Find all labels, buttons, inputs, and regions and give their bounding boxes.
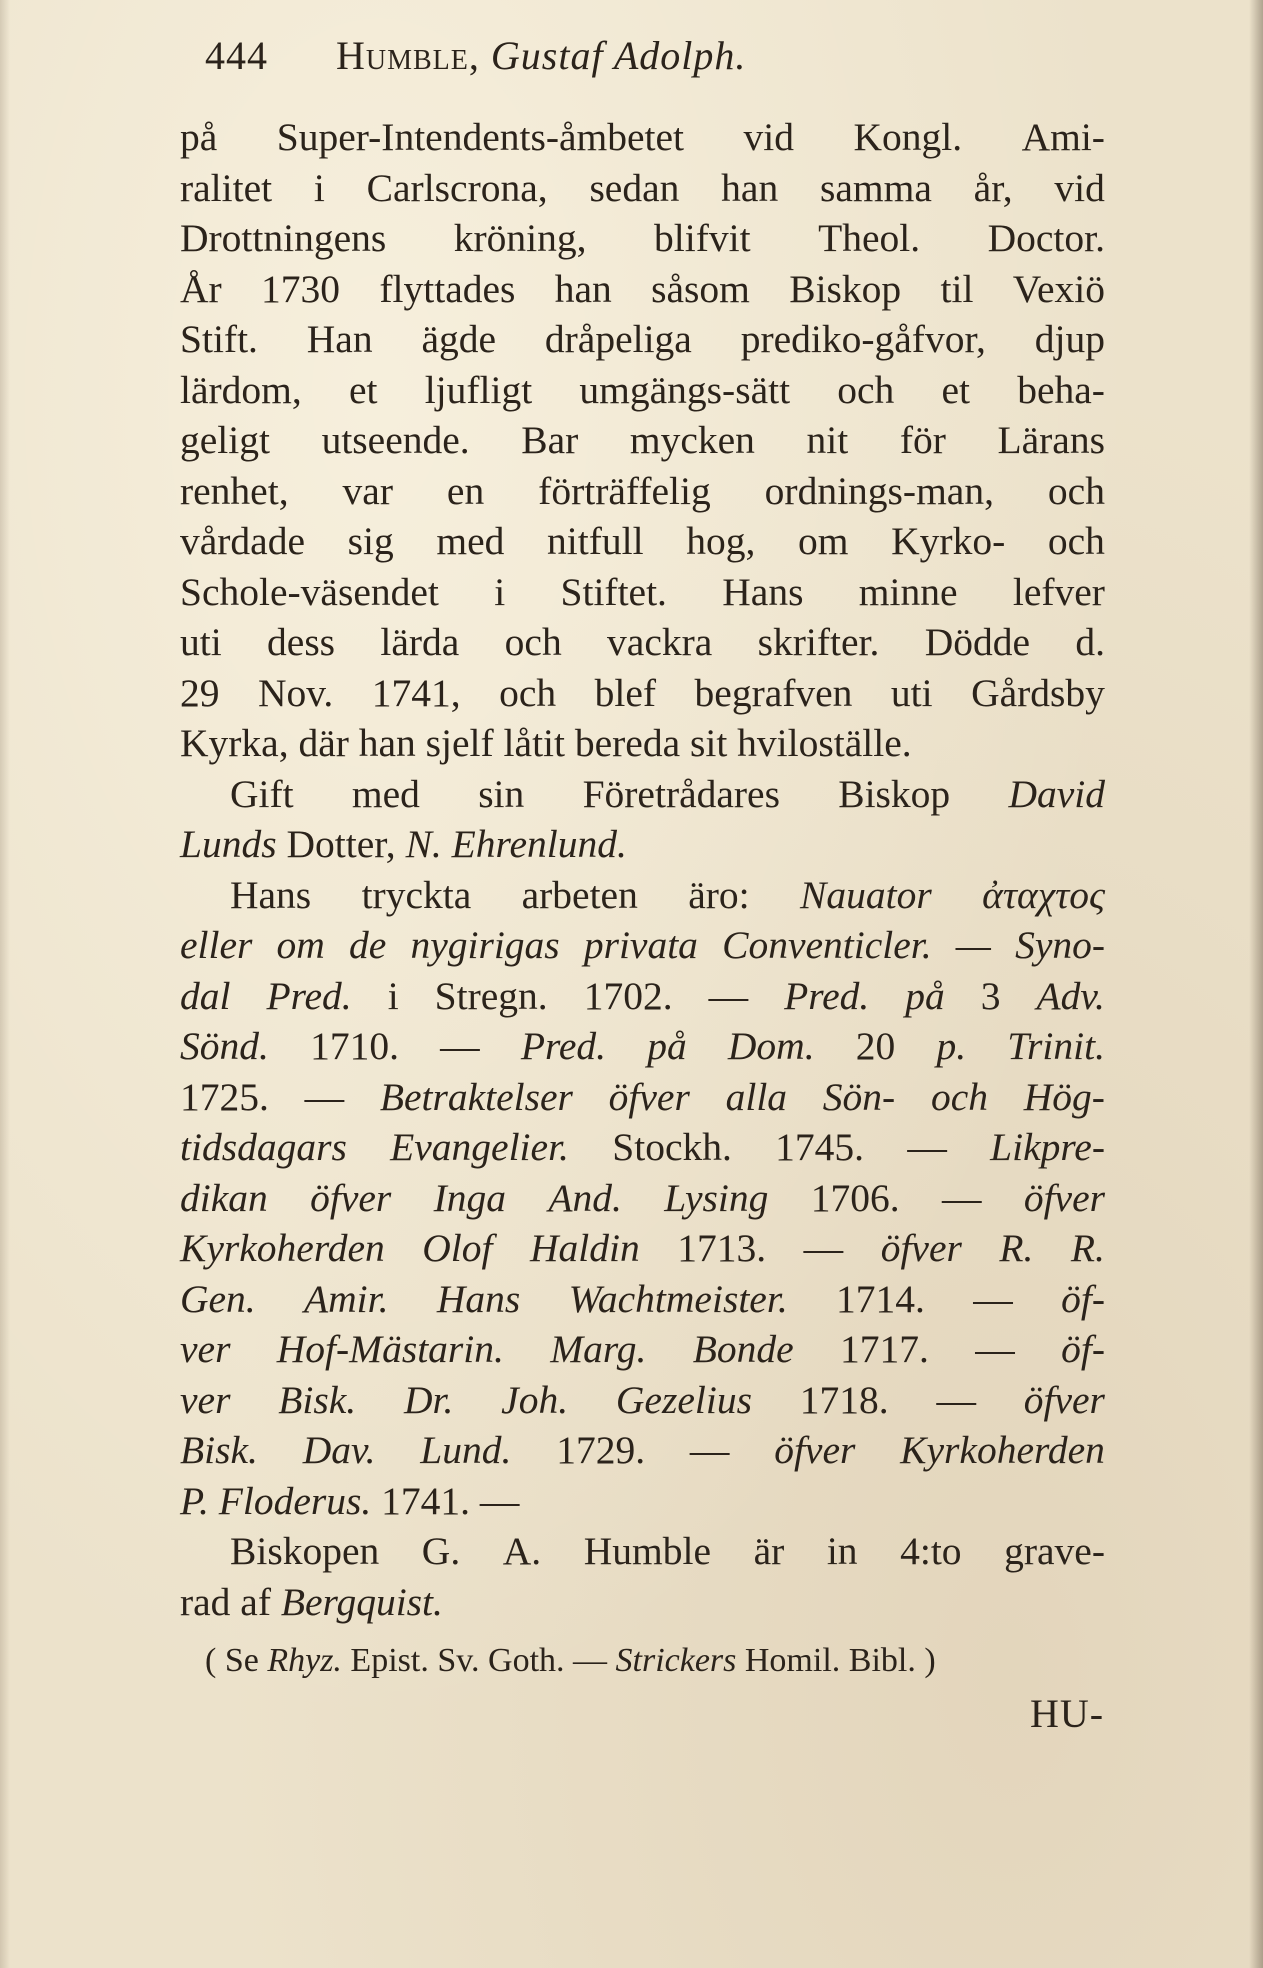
word: 1725. — [180, 1074, 269, 1119]
word: 1713. — [677, 1226, 767, 1270]
word: Företrådares — [582, 771, 780, 816]
page-gutter-shadow — [0, 0, 10, 1968]
text-run: Lunds — [180, 822, 277, 866]
word: — — [708, 973, 749, 1018]
word: lärda — [380, 620, 460, 664]
word: ägde — [421, 317, 497, 361]
word: förträffelig — [538, 468, 711, 513]
text-run: rad af — [180, 1579, 281, 1624]
word: Bisk. — [278, 1377, 357, 1422]
word: Lärans — [997, 418, 1105, 462]
word: 3 — [980, 973, 1001, 1018]
footnote-run: Strickers — [615, 1642, 737, 1679]
text-run: Kyrka, där han sjelf låtit bereda sit hviloställe. — [180, 721, 912, 765]
text-run: P. Floderus. — [180, 1478, 372, 1523]
word: ordnings-man, — [764, 468, 994, 513]
word: Hög- — [1023, 1074, 1105, 1119]
word: i — [313, 165, 325, 210]
word: i — [494, 569, 506, 614]
word: et — [348, 367, 378, 412]
text-line — [180, 920, 1105, 971]
text-line — [180, 718, 1105, 769]
word: Sön- — [822, 1074, 896, 1119]
word: Nov. — [257, 670, 334, 715]
word: Nauator — [800, 872, 932, 917]
word: på — [180, 115, 218, 159]
word: — — [936, 1377, 976, 1422]
word: geligt — [180, 418, 270, 462]
word: R. — [1070, 1226, 1105, 1270]
word: djup — [1034, 317, 1105, 361]
text-line — [180, 112, 1105, 163]
word: beha- — [1017, 367, 1105, 412]
word: 1729. — [556, 1428, 646, 1472]
text-line — [180, 1425, 1105, 1476]
word: Super-Intendents-åmbetet — [276, 115, 685, 159]
word: Drottningens — [180, 216, 387, 260]
word: 1714. — [836, 1276, 925, 1321]
word: begrafven — [694, 670, 853, 715]
word: Joh. — [501, 1377, 569, 1422]
word: och — [837, 367, 895, 412]
word: — — [803, 1226, 844, 1270]
word: i — [387, 973, 399, 1018]
word: — — [440, 1024, 480, 1068]
word: Biskopen — [230, 1529, 380, 1573]
word: nitfull — [547, 519, 644, 563]
word: dikan — [180, 1175, 268, 1220]
word: prediko-gåfvor, — [740, 317, 986, 361]
word: Hans — [230, 872, 312, 917]
word: Stregn. — [434, 973, 548, 1018]
word: sin — [478, 771, 525, 816]
word: 1706. — [810, 1175, 900, 1220]
word: Olof — [422, 1226, 493, 1270]
text-line — [180, 1476, 1105, 1527]
word: han — [554, 266, 612, 311]
word: Pred. — [520, 1024, 607, 1068]
text-run: Dotter, — [276, 822, 406, 866]
footnote-reference — [205, 1642, 1110, 1680]
word: — — [973, 1276, 1013, 1321]
word: Doctor. — [987, 216, 1105, 260]
running-header — [205, 32, 1105, 92]
word: Ami- — [1021, 115, 1105, 159]
word: blef — [594, 670, 657, 715]
word: eller — [180, 923, 253, 967]
text-line — [180, 769, 1105, 820]
word: Inga — [433, 1175, 507, 1220]
word: flyttades — [379, 266, 516, 311]
word: skrifter. — [757, 620, 880, 664]
word: Gezelius — [615, 1377, 752, 1422]
text-line — [180, 1223, 1105, 1274]
word: såsom — [651, 266, 750, 311]
word: sedan — [589, 165, 680, 210]
word: d. — [1075, 620, 1105, 664]
word: Bisk. — [180, 1428, 258, 1472]
word: och — [504, 620, 562, 664]
text-line — [180, 1526, 1105, 1577]
word: — — [975, 1327, 1015, 1371]
word: David — [1008, 771, 1105, 816]
word: grave- — [1004, 1529, 1105, 1573]
word: för — [899, 418, 946, 462]
text-line — [180, 1577, 1105, 1628]
page-number: 444 — [205, 33, 268, 78]
catchword: HU- — [1030, 1691, 1105, 1736]
text-line — [180, 567, 1105, 618]
word: Amir. — [304, 1276, 389, 1321]
word: öfver — [608, 1074, 690, 1119]
word: Dom. — [727, 1024, 815, 1068]
page-edge-shadow — [1249, 0, 1263, 1968]
word: och — [499, 670, 557, 715]
word: på — [905, 973, 945, 1018]
word: Stift. — [180, 317, 258, 361]
word: tidsdagars — [180, 1125, 347, 1169]
text-line — [180, 264, 1105, 315]
word: R. — [999, 1226, 1034, 1270]
word: Dav. — [302, 1428, 376, 1472]
word: ἀταχτος — [982, 872, 1105, 917]
word: öfver — [1023, 1175, 1105, 1220]
word: ver — [180, 1377, 231, 1422]
word: Marg. — [550, 1327, 647, 1371]
word: Hans — [436, 1276, 521, 1321]
word: Stockh. — [612, 1125, 732, 1169]
word: och — [1047, 519, 1105, 563]
word: mycken — [629, 418, 755, 462]
word: år, — [973, 165, 1013, 210]
text-line — [180, 1072, 1105, 1123]
word: blifvit — [654, 216, 751, 260]
word: Hans — [722, 569, 804, 614]
footnote-run: Homil. Bibl. ) — [736, 1642, 936, 1679]
word: et — [941, 367, 971, 412]
word: Han — [306, 317, 373, 361]
word: Trinit. — [1007, 1024, 1105, 1068]
text-line — [180, 1375, 1105, 1426]
word: och — [930, 1074, 988, 1119]
body-text — [180, 112, 1105, 1627]
word: nygirigas — [410, 923, 560, 967]
word: lärdom, — [180, 367, 302, 412]
word: Sönd. — [180, 1024, 269, 1068]
word: Kyrkoherden — [900, 1428, 1105, 1472]
word: öfver — [880, 1226, 962, 1270]
word: til — [940, 266, 974, 311]
word: han — [721, 165, 779, 210]
word: 20 — [855, 1024, 896, 1068]
text-line — [180, 314, 1105, 365]
word: ralitet — [180, 165, 273, 210]
word: kröning, — [453, 216, 587, 260]
text-line — [180, 1122, 1105, 1173]
word: Conventicler. — [722, 923, 932, 967]
text-line — [180, 1173, 1105, 1224]
word: minne — [858, 569, 958, 614]
word: en — [446, 468, 485, 513]
word: Adv. — [1036, 973, 1105, 1018]
word: öfver — [774, 1428, 856, 1472]
word: var — [342, 468, 393, 513]
word: Lund. — [420, 1428, 512, 1472]
word: på — [647, 1024, 687, 1068]
word: And. — [548, 1175, 622, 1220]
word: hog, — [686, 519, 756, 563]
word: vårdade — [180, 519, 305, 563]
word: Likpre- — [990, 1125, 1105, 1169]
word: Biskop — [838, 771, 951, 816]
word: om — [276, 923, 325, 967]
word: om — [798, 519, 849, 563]
word: renhet, — [180, 468, 289, 513]
word: 1702. — [583, 973, 673, 1018]
footnote-run: ( Se — [205, 1642, 268, 1679]
word: öf- — [1061, 1327, 1105, 1371]
word: och — [1047, 468, 1105, 513]
word: Pred. — [266, 973, 352, 1018]
text-line — [180, 365, 1105, 416]
word: År — [180, 266, 222, 311]
word: Wachtmeister. — [568, 1276, 788, 1321]
word: 1718. — [799, 1377, 889, 1422]
word: Stiftet. — [560, 569, 667, 614]
text-line — [180, 516, 1105, 567]
text-line — [180, 1324, 1105, 1375]
word: öfver — [1023, 1377, 1105, 1422]
word: Biskop — [789, 266, 902, 311]
word: Kyrkoherden — [180, 1226, 385, 1270]
word: privata — [583, 923, 698, 967]
word: Dödde — [924, 620, 1031, 664]
text-run: N. Ehrenlund. — [405, 822, 627, 866]
word: ver — [180, 1327, 231, 1371]
word: — — [304, 1074, 345, 1119]
text-line — [180, 213, 1105, 264]
word: Syno- — [1015, 923, 1105, 967]
running-head-name: Humble, — [336, 33, 480, 78]
word: Schole-väsendet — [180, 569, 439, 614]
word: uti — [890, 670, 933, 715]
word: dess — [267, 620, 336, 664]
word: öfver — [310, 1175, 392, 1220]
word: umgängs-sätt — [579, 367, 791, 412]
text-line — [180, 971, 1105, 1022]
word: Kongl. — [853, 115, 963, 159]
word: A. — [502, 1529, 542, 1573]
word: vid — [1054, 165, 1105, 210]
word: Gen. — [180, 1276, 256, 1321]
text-line — [180, 668, 1105, 719]
text-line — [180, 870, 1105, 921]
text-line — [180, 819, 1105, 870]
word: — — [955, 923, 991, 967]
word: alla — [725, 1074, 788, 1119]
word: uti — [180, 620, 222, 664]
text-line — [180, 163, 1105, 214]
word: öf- — [1061, 1276, 1105, 1321]
word: tryckta — [361, 872, 472, 917]
word: Pred. — [784, 973, 870, 1018]
word: Bonde — [692, 1327, 794, 1371]
word: ljufligt — [424, 367, 533, 412]
word: nit — [806, 418, 849, 462]
word: de — [348, 923, 387, 967]
footnote-run: Epist. Sv. Goth. — — [341, 1642, 616, 1679]
word: Carlscrona, — [366, 165, 548, 210]
word: 1717. — [840, 1327, 929, 1371]
word: 1710. — [310, 1024, 399, 1068]
word: vackra — [607, 620, 713, 664]
text-line — [180, 415, 1105, 466]
word: arbeten — [521, 872, 638, 917]
word: lefver — [1012, 569, 1105, 614]
text-line — [180, 466, 1105, 517]
word: in — [826, 1529, 858, 1573]
word: Hof-Mästarin. — [276, 1327, 504, 1371]
word: Kyrko- — [891, 519, 1006, 563]
word: Gårdsby — [971, 670, 1105, 715]
text-line — [180, 1021, 1105, 1072]
word: Evangelier. — [390, 1125, 569, 1169]
word: Haldin — [530, 1226, 640, 1270]
word: G. — [421, 1529, 461, 1573]
word: Gift — [230, 771, 294, 816]
word: p. — [936, 1024, 967, 1068]
word: samma — [819, 165, 932, 210]
text-run: 1741. — — [371, 1478, 520, 1523]
text-line — [180, 1274, 1105, 1325]
word: dal — [180, 973, 231, 1018]
word: 4:to — [900, 1529, 962, 1573]
word: — — [907, 1125, 947, 1169]
word: Lysing — [664, 1175, 769, 1220]
text-line — [180, 617, 1105, 668]
word: 1745. — [775, 1125, 865, 1169]
word: Vexiö — [1012, 266, 1105, 311]
word: Dr. — [403, 1377, 454, 1422]
word: Theol. — [818, 216, 921, 260]
word: — — [689, 1428, 730, 1472]
word: Humble — [583, 1529, 711, 1573]
footnote-run: Rhyz. — [267, 1642, 342, 1679]
word: utseende. — [321, 418, 470, 462]
word: dråpeliga — [544, 317, 692, 361]
word: 29 — [180, 670, 220, 715]
word: 1730 — [261, 266, 341, 311]
word: är — [753, 1529, 785, 1573]
word: 1741, — [371, 670, 461, 715]
word: Bar — [521, 418, 579, 462]
word: sig — [347, 519, 394, 563]
word: — — [941, 1175, 982, 1220]
running-head-given-names: Gustaf Adolph. — [490, 33, 747, 78]
word: Betraktelser — [379, 1074, 573, 1119]
word: med — [351, 771, 420, 816]
word: vid — [743, 115, 794, 159]
word: med — [436, 519, 505, 563]
word: äro: — [688, 872, 750, 917]
text-run: Bergquist. — [280, 1579, 443, 1624]
